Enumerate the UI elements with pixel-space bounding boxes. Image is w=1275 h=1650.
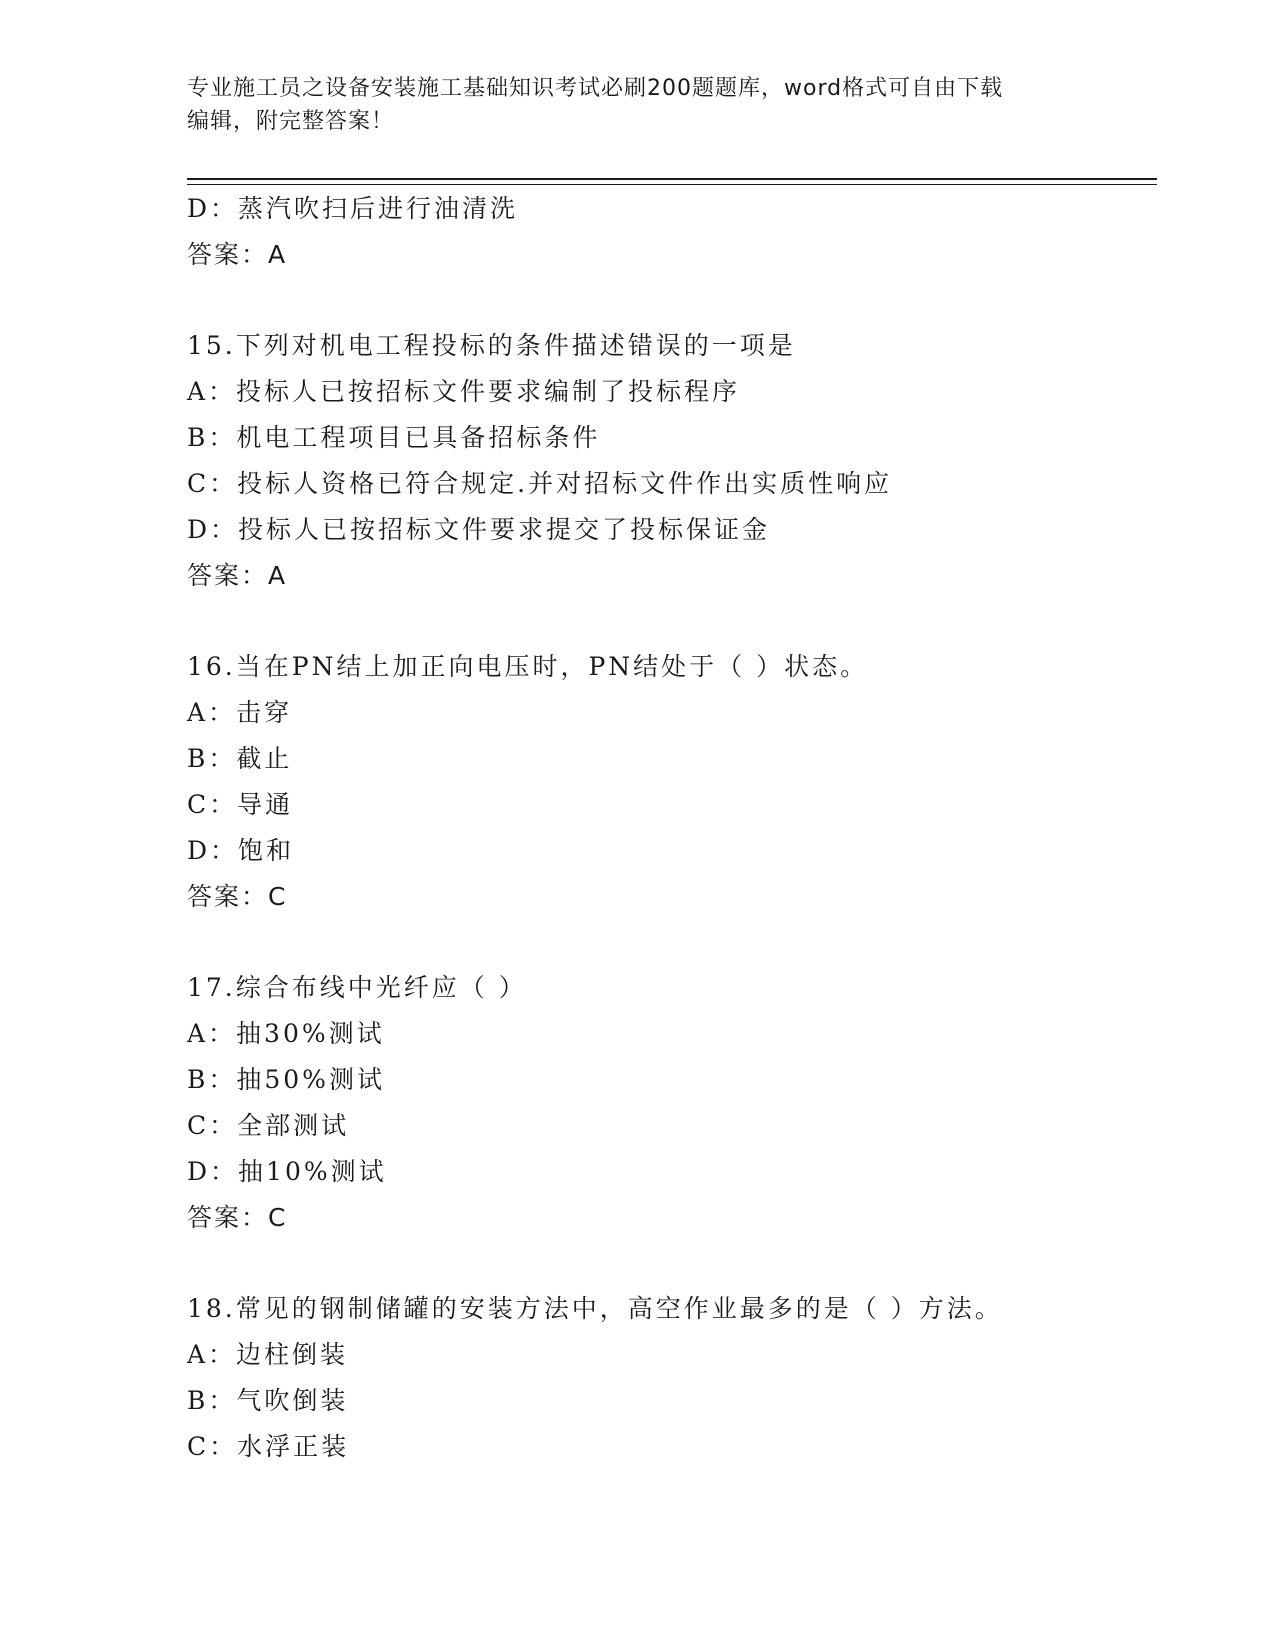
option-d: D：投标人已按招标文件要求提交了投标保证金 — [187, 515, 771, 544]
answer-line: 答案：C — [187, 882, 288, 911]
option-d: D：蒸汽吹扫后进行油清洗 — [187, 194, 519, 223]
header-title-line-2: 编辑，附完整答案！ — [187, 109, 395, 134]
option-c: C：导通 — [187, 790, 294, 819]
option-a: A：投标人已按招标文件要求编制了投标程序 — [187, 377, 741, 406]
option-d: D：抽10%测试 — [187, 1157, 387, 1186]
option-b: B：气吹倒装 — [187, 1386, 349, 1415]
spacer — [187, 920, 1147, 965]
question-stem: 16.当在PN结上加正向电压时，PN结处于（ ）状态。 — [187, 652, 869, 681]
option-c: C：水浮正装 — [187, 1432, 350, 1461]
question-15 — [187, 323, 1147, 599]
spacer — [187, 278, 1147, 323]
answer-line: 答案：C — [187, 1203, 288, 1232]
option-a: A：抽30%测试 — [187, 1019, 385, 1048]
answer-line: 答案：A — [187, 561, 288, 590]
question-16 — [187, 644, 1147, 920]
option-b: B：抽50%测试 — [187, 1065, 385, 1094]
option-c: C：投标人资格已符合规定.并对招标文件作出实质性响应 — [187, 469, 893, 498]
question-stem: 15.下列对机电工程投标的条件描述错误的一项是 — [187, 331, 796, 360]
question-18 — [187, 1286, 1147, 1470]
question-17 — [187, 965, 1147, 1241]
header-divider-thick — [187, 178, 1157, 180]
question-14-tail — [187, 186, 1147, 278]
option-a: A：击穿 — [187, 698, 293, 727]
option-b: B：机电工程项目已具备招标条件 — [187, 423, 601, 452]
spacer — [187, 599, 1147, 644]
header-title-line-1: 专业施工员之设备安装施工基础知识考试必刷200题题库，word格式可自由下载 — [187, 76, 1004, 101]
answer-line: 答案：A — [187, 240, 288, 269]
question-list — [187, 186, 1147, 1470]
document-header — [187, 72, 1087, 138]
question-stem: 18.常见的钢制储罐的安装方法中，高空作业最多的是（ ）方法。 — [187, 1294, 1003, 1323]
option-a: A：边柱倒装 — [187, 1340, 349, 1369]
option-b: B：截止 — [187, 744, 293, 773]
option-c: C：全部测试 — [187, 1111, 350, 1140]
question-stem: 17.综合布线中光纤应（ ） — [187, 973, 527, 1002]
spacer — [187, 1241, 1147, 1286]
option-d: D：饱和 — [187, 836, 295, 865]
header-divider-thin — [187, 184, 1157, 185]
